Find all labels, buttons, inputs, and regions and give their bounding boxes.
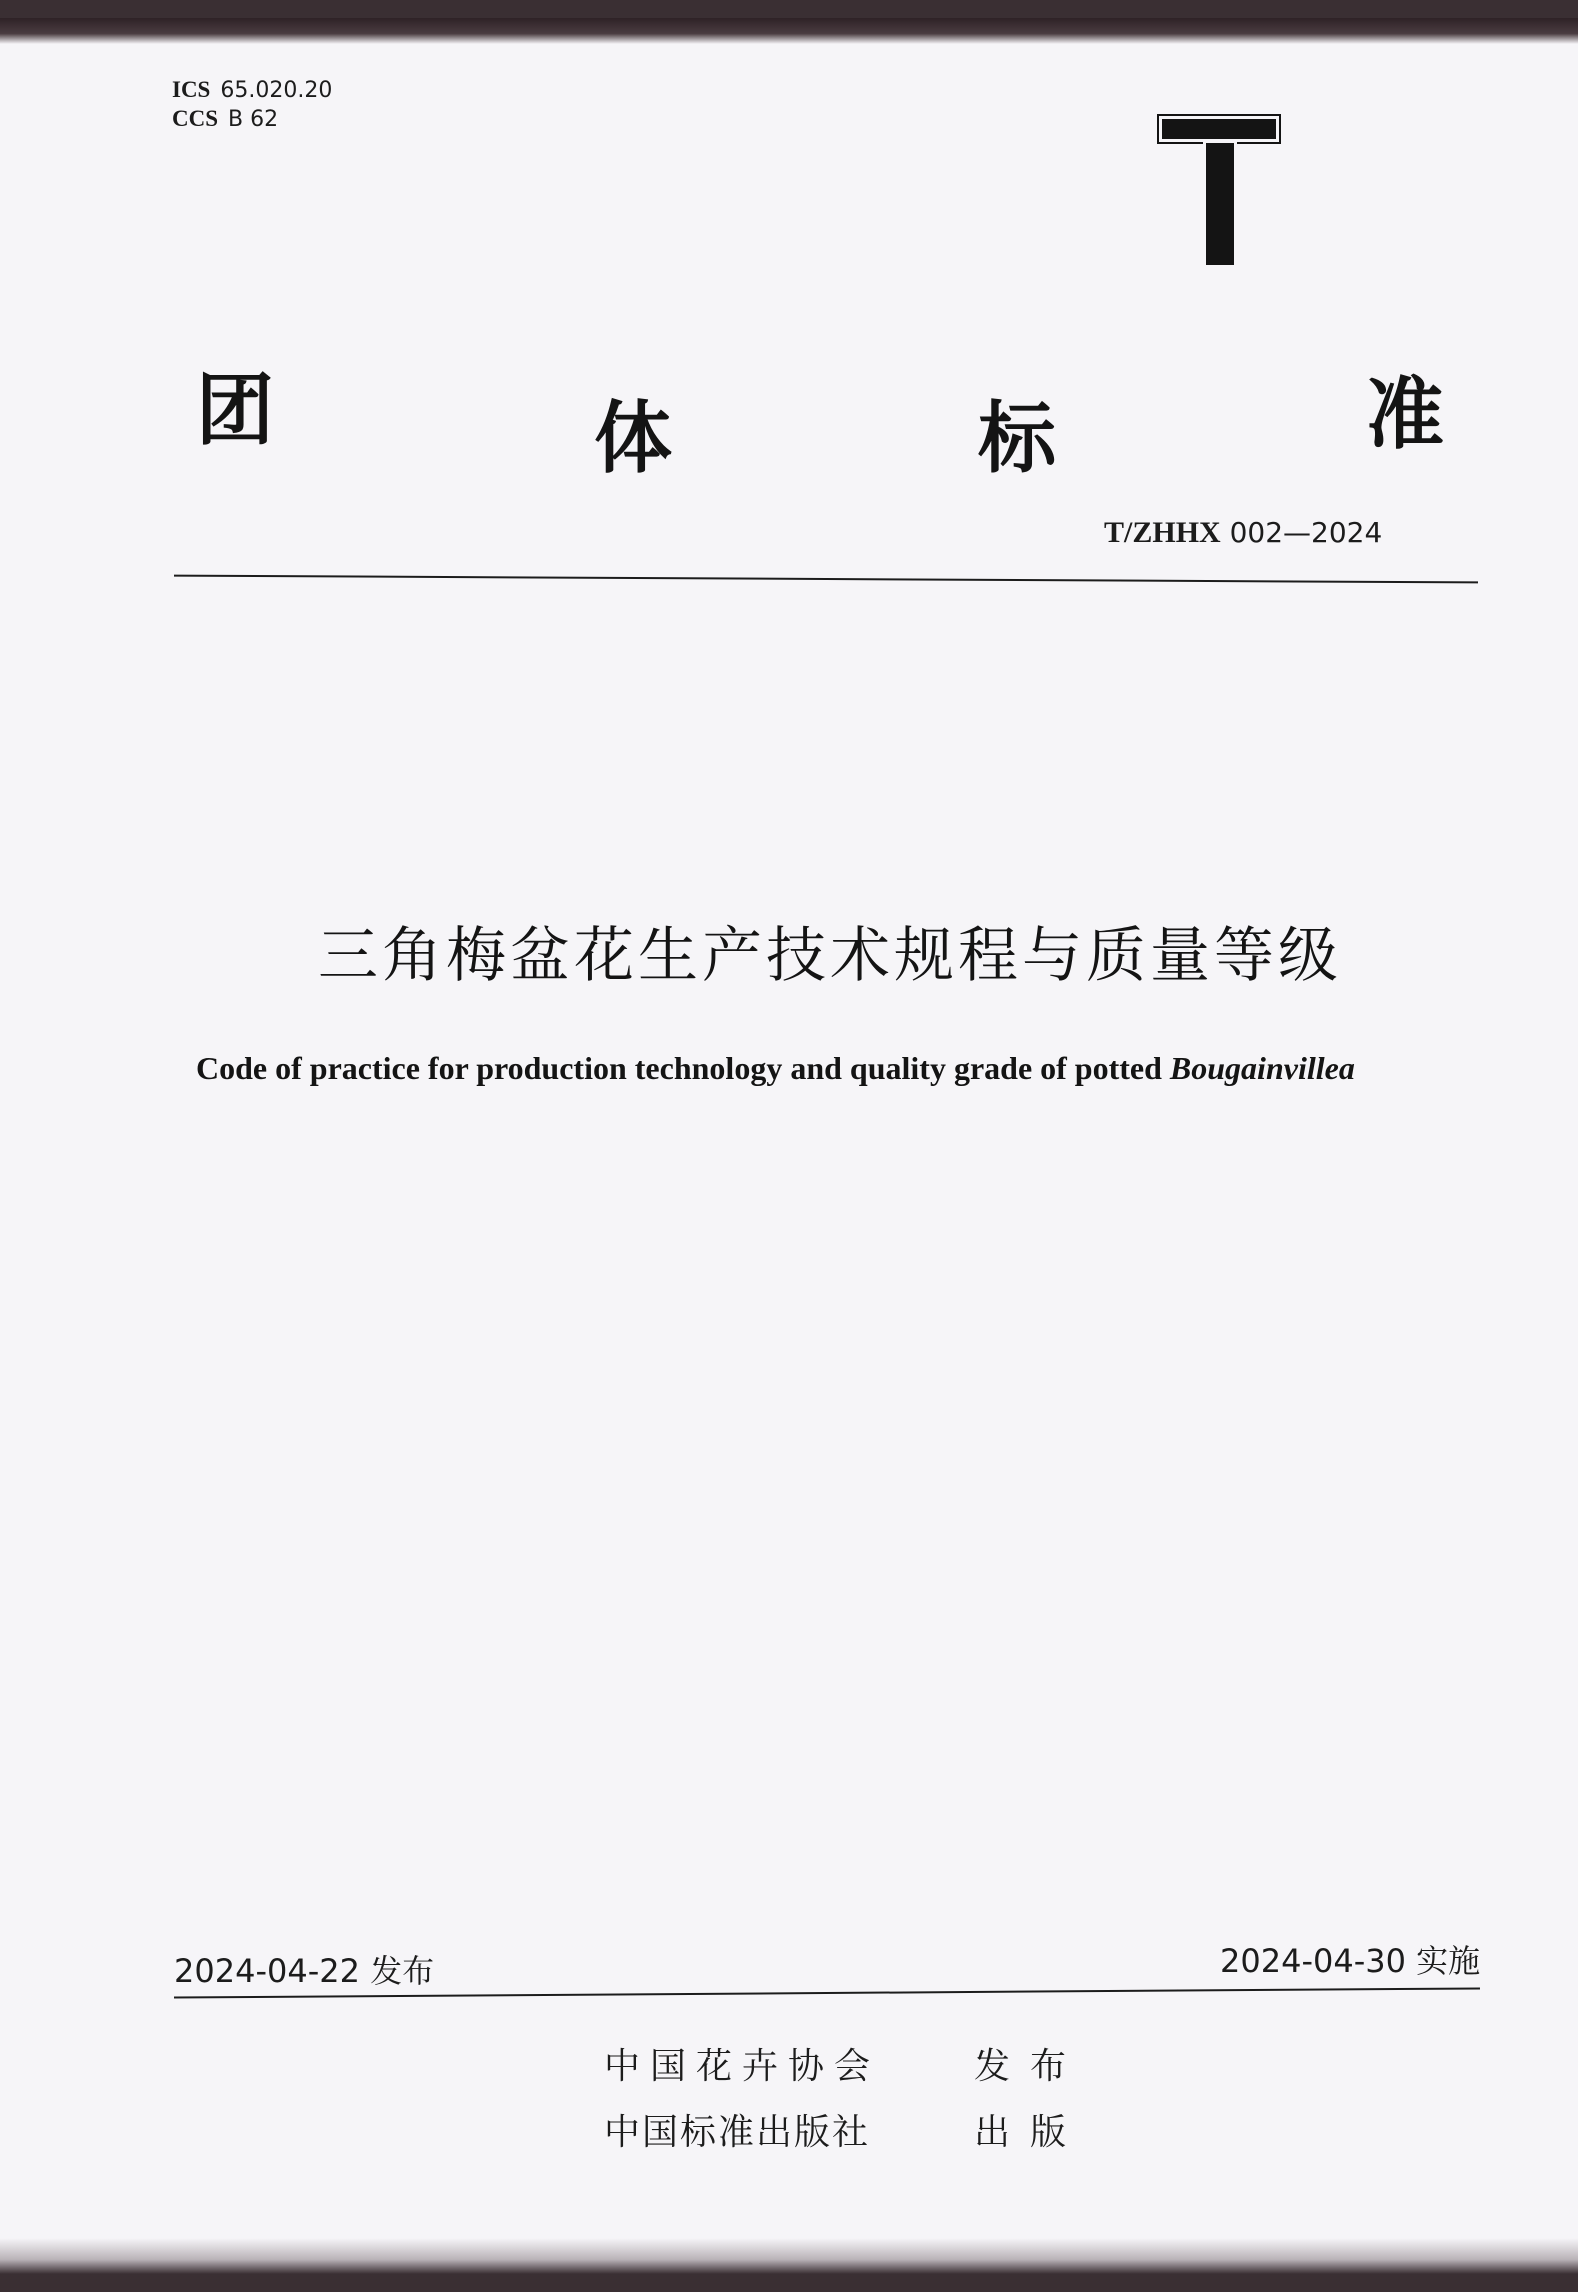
heading-char-3: 标 <box>978 394 1057 484</box>
ccs-line <box>172 105 332 134</box>
chinese-title: 三角梅盆花生产技术规程与质量等级 <box>318 921 1342 991</box>
classification-codes <box>172 76 332 134</box>
document-page <box>0 18 1578 2274</box>
ics-line <box>172 76 332 105</box>
issuer-action: 发布 <box>974 2046 1087 2087</box>
scan-top-edge <box>0 18 1578 44</box>
press-action: 出版 <box>974 2112 1087 2153</box>
header-rule <box>174 575 1478 584</box>
publishers <box>604 2034 1086 2166</box>
press-org: 中国标准出版社 <box>604 2112 871 2153</box>
ccs-label: CCS <box>172 106 219 131</box>
standard-prefix: T/ZHHX <box>1104 516 1221 549</box>
heading-char-1: 团 <box>196 366 275 456</box>
scan-bottom-edge <box>0 2238 1578 2274</box>
ccs-code: B 62 <box>228 107 279 132</box>
issue-date: 2024-04-22 发布 <box>174 1952 435 1990</box>
publisher-row-issuer <box>604 2034 1086 2100</box>
standard-number <box>1104 516 1382 550</box>
issuer-org: 中国花卉协会 <box>604 2046 881 2087</box>
category-t-logo <box>1157 114 1281 268</box>
standard-code: 002—2024 <box>1229 516 1383 549</box>
ics-label: ICS <box>172 77 211 102</box>
group-standard-heading <box>196 348 1456 484</box>
english-title-main: Code of practice for production technology and quality grade of potted <box>196 1050 1162 1086</box>
english-title <box>196 1050 1456 1087</box>
heading-char-2: 体 <box>594 394 673 484</box>
ics-code: 65.020.20 <box>220 78 333 103</box>
publisher-row-press <box>604 2100 1086 2166</box>
heading-char-4: 准 <box>1366 370 1445 460</box>
implementation-date: 2024-04-30 实施 <box>1220 1942 1481 1980</box>
english-title-genus: Bougainvillea <box>1169 1050 1355 1086</box>
